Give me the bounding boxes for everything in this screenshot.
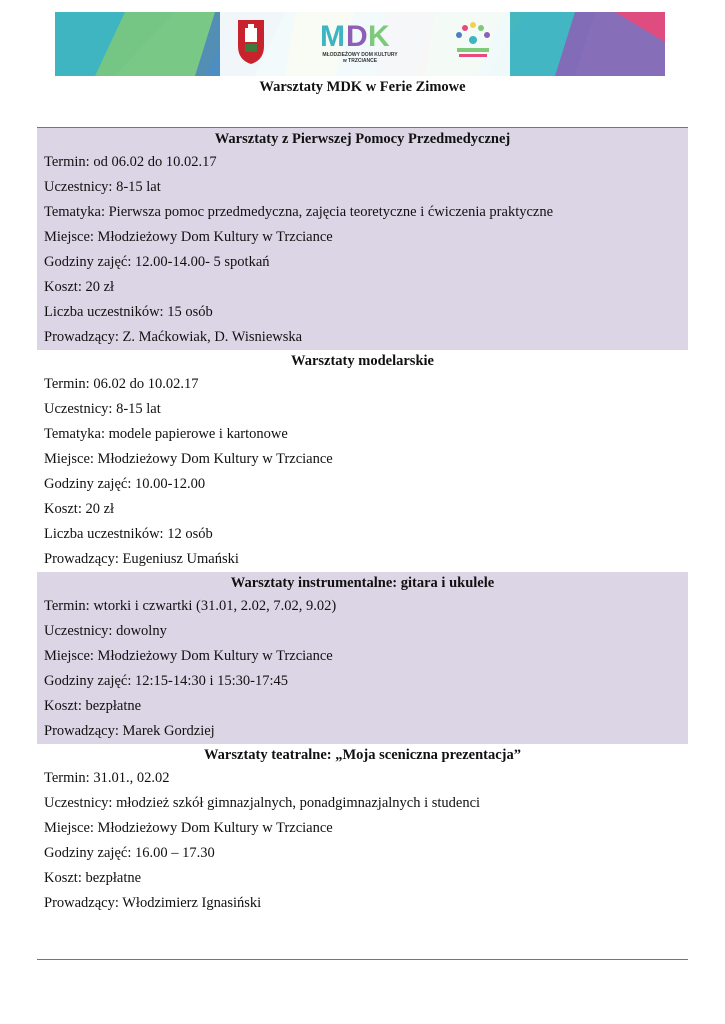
workshop-detail-line: Uczestnicy: młodzież szkół gimnazjalnych, ponadgimnazjalnych i studenci — [44, 795, 481, 811]
workshop-detail-line: Godziny zajęć: 16.00 – 17.30 — [44, 845, 215, 861]
svg-text:D: D — [346, 20, 368, 53]
workshop-detail-line: Prowadzący: Eugeniusz Umański — [44, 551, 239, 567]
workshop-detail-line: Prowadzący: Włodzimierz Ignasiński — [44, 895, 262, 911]
header-banner — [55, 12, 665, 76]
svg-text:K: K — [368, 20, 390, 53]
workshop-detail-line: Tematyka: modele papierowe i kartonowe — [44, 426, 288, 442]
workshop-detail-line: Prowadzący: Z. Maćkowiak, D. Wisniewska — [44, 329, 303, 345]
workshop-detail-line: Koszt: bezpłatne — [44, 870, 142, 886]
workshop-detail-line: Godziny zajęć: 10.00-12.00 — [44, 476, 206, 492]
workshop-detail-line: Tematyka: Pierwsza pomoc przedmedyczna, zajęcia teoretyczne i ćwiczenia praktyczne — [44, 204, 554, 220]
workshop-detail-line: Koszt: 20 zł — [44, 501, 115, 517]
banner-graphic — [55, 12, 665, 76]
workshop-section — [37, 350, 688, 572]
banner-org-line2: w TRZCIANCE — [342, 58, 378, 64]
workshop-detail-line: Koszt: bezpłatne — [44, 698, 142, 714]
workshop-detail-line: Uczestnicy: 8-15 lat — [44, 179, 161, 195]
workshop-detail-line: Koszt: 20 zł — [44, 279, 115, 295]
workshop-section — [37, 572, 688, 744]
coat-of-arms-icon — [238, 20, 264, 64]
workshop-detail-line: Liczba uczestników: 15 osób — [44, 304, 213, 320]
mdk-logo — [320, 20, 390, 53]
workshop-title: Warsztaty modelarskie — [291, 353, 434, 369]
workshop-detail-line: Uczestnicy: dowolny — [44, 623, 167, 639]
workshop-detail-line: Termin: 31.01., 02.02 — [44, 770, 170, 786]
workshop-title: Warsztaty instrumentalne: gitara i ukulele — [230, 575, 495, 591]
workshop-detail-line: Miejsce: Młodzieżowy Dom Kultury w Trzciance — [44, 820, 333, 836]
workshop-detail-line: Prowadzący: Marek Gordziej — [44, 723, 215, 739]
workshop-detail-line: Uczestnicy: 8-15 lat — [44, 401, 161, 417]
workshop-detail-line: Termin: wtorki i czwartki (31.01, 2.02, 7.02, 9.02) — [44, 598, 337, 614]
bottom-divider — [37, 959, 688, 960]
workshop-detail-line: Miejsce: Młodzieżowy Dom Kultury w Trzciance — [44, 229, 333, 245]
workshop-detail-line: Miejsce: Młodzieżowy Dom Kultury w Trzciance — [44, 648, 333, 664]
workshop-title: Warsztaty teatralne: „Moja sceniczna prezentacja” — [203, 747, 522, 763]
svg-text:M: M — [320, 20, 345, 53]
workshop-title: Warsztaty z Pierwszej Pomocy Przedmedycznej — [214, 131, 511, 147]
workshop-section — [37, 128, 688, 350]
workshop-detail-line: Termin: 06.02 do 10.02.17 — [44, 376, 199, 392]
banner-org-name — [305, 52, 415, 64]
workshop-detail-line: Termin: od 06.02 do 10.02.17 — [44, 154, 217, 170]
workshop-list — [37, 127, 688, 916]
workshop-section — [37, 744, 688, 916]
banner-org-line1: MŁODZIEŻOWY DOM KULTURY — [322, 52, 398, 58]
workshop-detail-line: Godziny zajęć: 12.00-14.00- 5 spotkań — [44, 254, 270, 270]
document-title: Warsztaty MDK w Ferie Zimowe — [259, 79, 466, 95]
workshop-detail-line: Miejsce: Młodzieżowy Dom Kultury w Trzciance — [44, 451, 333, 467]
workshop-detail-line: Liczba uczestników: 12 osób — [44, 526, 213, 542]
workshop-detail-line: Godziny zajęć: 12:15-14:30 i 15:30-17:45 — [44, 673, 289, 689]
